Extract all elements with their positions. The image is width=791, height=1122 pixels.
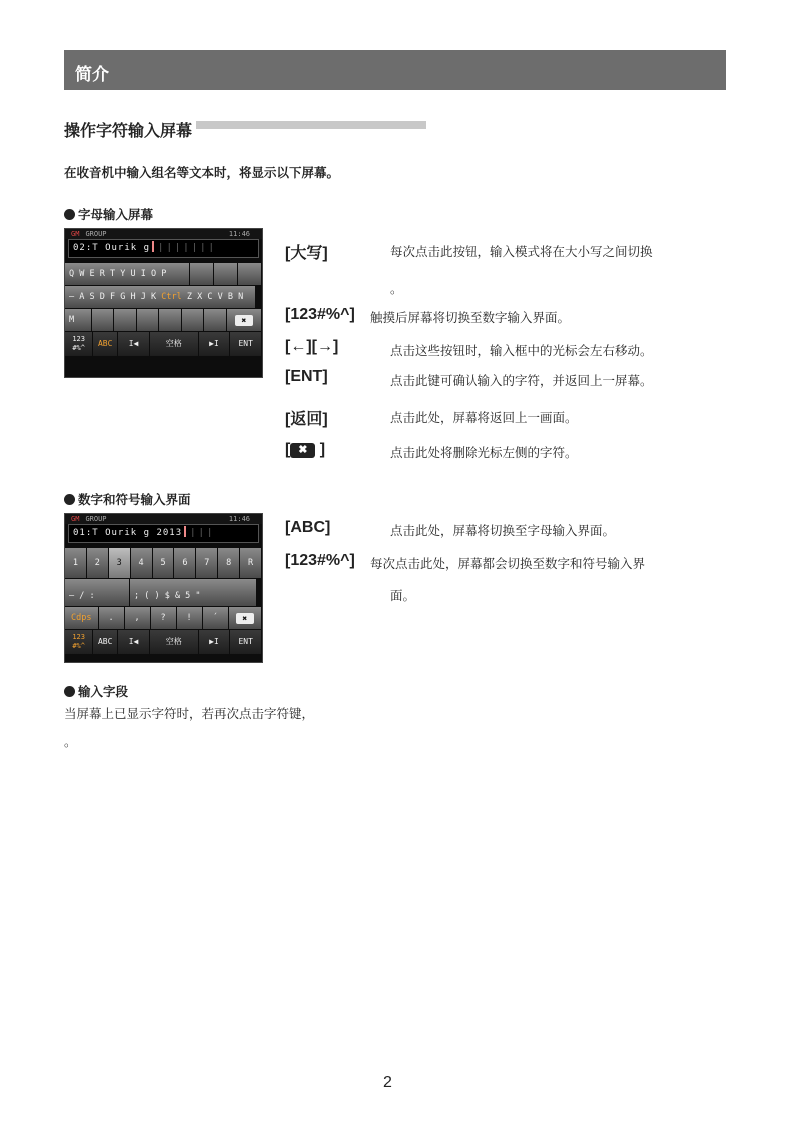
- key-comma[interactable]: ,: [125, 607, 150, 629]
- space-key[interactable]: 空格: [150, 332, 198, 356]
- key-7[interactable]: 7: [196, 548, 217, 578]
- enter-key[interactable]: ENT: [230, 630, 261, 654]
- key-row-bottom: [65, 630, 262, 654]
- backspace-icon: ✖: [290, 443, 315, 458]
- key-exclaim[interactable]: !: [177, 607, 202, 629]
- cursor-right-key[interactable]: ▶I: [199, 332, 230, 356]
- key-3[interactable]: 3: [109, 548, 130, 578]
- title-underline-bar: [196, 121, 426, 129]
- desc-key-arrows: [←][→]: [285, 338, 339, 355]
- fields-text-cont: 。: [64, 734, 77, 749]
- key-m[interactable]: M: [65, 309, 91, 331]
- key-6[interactable]: 6: [174, 548, 195, 578]
- bullet-icon: [64, 494, 75, 505]
- desc-arrows: 点击这些按钮时，输入框中的光标会左右移动。: [390, 343, 653, 358]
- key-row-bottom: [65, 332, 262, 356]
- time-label: 11:46: [228, 230, 250, 238]
- desc-caps: 每次点击此按钮，输入模式将在大小写之间切换: [390, 244, 653, 259]
- numeric-toggle-key[interactable]: 123 #%^: [65, 630, 92, 654]
- cursor-left-key[interactable]: I◀: [118, 332, 149, 356]
- desc-delete: 点击此处将删除光标左侧的字符。: [390, 445, 578, 460]
- page-number: 2: [383, 1074, 392, 1091]
- key-period[interactable]: .: [99, 607, 124, 629]
- alpha-keyboard-screenshot: [64, 228, 263, 378]
- key-symbols-a[interactable]: — / :: [65, 579, 129, 606]
- key-symbols-b[interactable]: ; ( ) $ & 5 ": [130, 579, 256, 606]
- status-bar: [65, 229, 262, 239]
- desc-key-ent: [ENT]: [285, 368, 328, 385]
- key-question[interactable]: ?: [151, 607, 176, 629]
- group-label: GROUP: [85, 515, 107, 523]
- key-4[interactable]: 4: [131, 548, 152, 578]
- backspace-icon: ✖: [235, 315, 253, 326]
- abc-key[interactable]: ABC: [93, 630, 117, 654]
- key[interactable]: [182, 309, 203, 331]
- key[interactable]: [114, 309, 135, 331]
- time-label: 11:46: [228, 515, 250, 523]
- key-asdf[interactable]: — A S D F G H J K Ctrl Z X C V B N: [65, 286, 255, 308]
- key-row-1: [65, 263, 262, 285]
- fields-heading: 输入字段: [64, 682, 128, 700]
- key[interactable]: [238, 263, 261, 285]
- abc-key[interactable]: ABC: [93, 332, 117, 356]
- desc-123: 触摸后屏幕将切换至数字输入界面。: [370, 310, 571, 325]
- text-input-field[interactable]: 02:T Ourik g |||||||: [68, 239, 259, 258]
- cursor-right-key[interactable]: ▶I: [199, 630, 230, 654]
- alpha-heading: 字母输入屏幕: [64, 205, 153, 223]
- numeric-toggle-key[interactable]: 123 #%^: [65, 332, 92, 356]
- gm-label: GM: [71, 230, 80, 238]
- group-label: GROUP: [85, 230, 107, 238]
- key-row-3: [65, 607, 262, 629]
- intro-text: 在收音机中输入组名等文本时，将显示以下屏幕。: [64, 165, 340, 180]
- cursor: [152, 241, 154, 252]
- key[interactable]: [214, 263, 237, 285]
- desc-back: 点击此处，屏幕将返回上一画面。: [390, 410, 578, 425]
- key-row-3: [65, 309, 262, 331]
- desc-key-abc: [ABC]: [285, 519, 331, 536]
- desc-key-123: [123#%^]: [285, 306, 355, 323]
- numeric-keyboard-screenshot: [64, 513, 263, 663]
- desc-caps-cont: 。: [390, 281, 403, 296]
- key-1[interactable]: 1: [65, 548, 86, 578]
- key[interactable]: [159, 309, 180, 331]
- key-acute[interactable]: ´: [203, 607, 228, 629]
- key[interactable]: [204, 309, 225, 331]
- enter-key[interactable]: ENT: [230, 332, 261, 356]
- desc-abc: 点击此处，屏幕将切换至字母输入界面。: [390, 523, 616, 538]
- key-8[interactable]: 8: [218, 548, 239, 578]
- backspace-icon: ✖: [236, 613, 254, 624]
- backspace-key[interactable]: [229, 607, 262, 629]
- section-header-title: 简介: [75, 65, 109, 85]
- numeric-heading: 数字和符号输入界面: [64, 490, 191, 508]
- key[interactable]: [137, 309, 158, 331]
- desc-123b: 每次点击此处，屏幕都会切换至数字和符号输入界: [370, 556, 646, 571]
- key-row-2: [65, 286, 262, 308]
- backspace-key[interactable]: [227, 309, 261, 331]
- key-row-1: [65, 548, 262, 578]
- desc-key-caps: [大写]: [285, 245, 328, 262]
- bullet-icon: [64, 209, 75, 220]
- cursor-left-key[interactable]: I◀: [118, 630, 149, 654]
- desc-key-back: [返回]: [285, 411, 328, 428]
- desc-ent: 点击此键可确认输入的字符，并返回上一屏幕。: [390, 373, 653, 388]
- key[interactable]: [92, 309, 113, 331]
- text-input-field[interactable]: 01:T Ourik g 2013 |||: [68, 524, 259, 543]
- page-title: 操作字符输入屏幕: [64, 121, 193, 140]
- key-r[interactable]: R: [240, 548, 261, 578]
- key-2[interactable]: 2: [87, 548, 108, 578]
- bullet-icon: [64, 686, 75, 697]
- desc-key-delete: [ ✖ ]: [285, 441, 326, 458]
- space-key[interactable]: 空格: [150, 630, 198, 654]
- caps-key[interactable]: Cdps: [65, 607, 98, 629]
- section-header-bar: [64, 50, 726, 90]
- status-bar: [65, 514, 262, 524]
- cursor: [184, 526, 186, 537]
- key[interactable]: [190, 263, 213, 285]
- fields-text: 当屏幕上已显示字符时，若再次点击字符键，: [64, 706, 315, 721]
- gm-label: GM: [71, 515, 80, 523]
- desc-123b-cont: 面。: [390, 588, 416, 603]
- desc-key-123b: [123#%^]: [285, 552, 355, 569]
- key-5[interactable]: 5: [153, 548, 174, 578]
- key-qwerty[interactable]: Q W E R T Y U I O P: [65, 263, 189, 285]
- key-row-2: [65, 579, 262, 606]
